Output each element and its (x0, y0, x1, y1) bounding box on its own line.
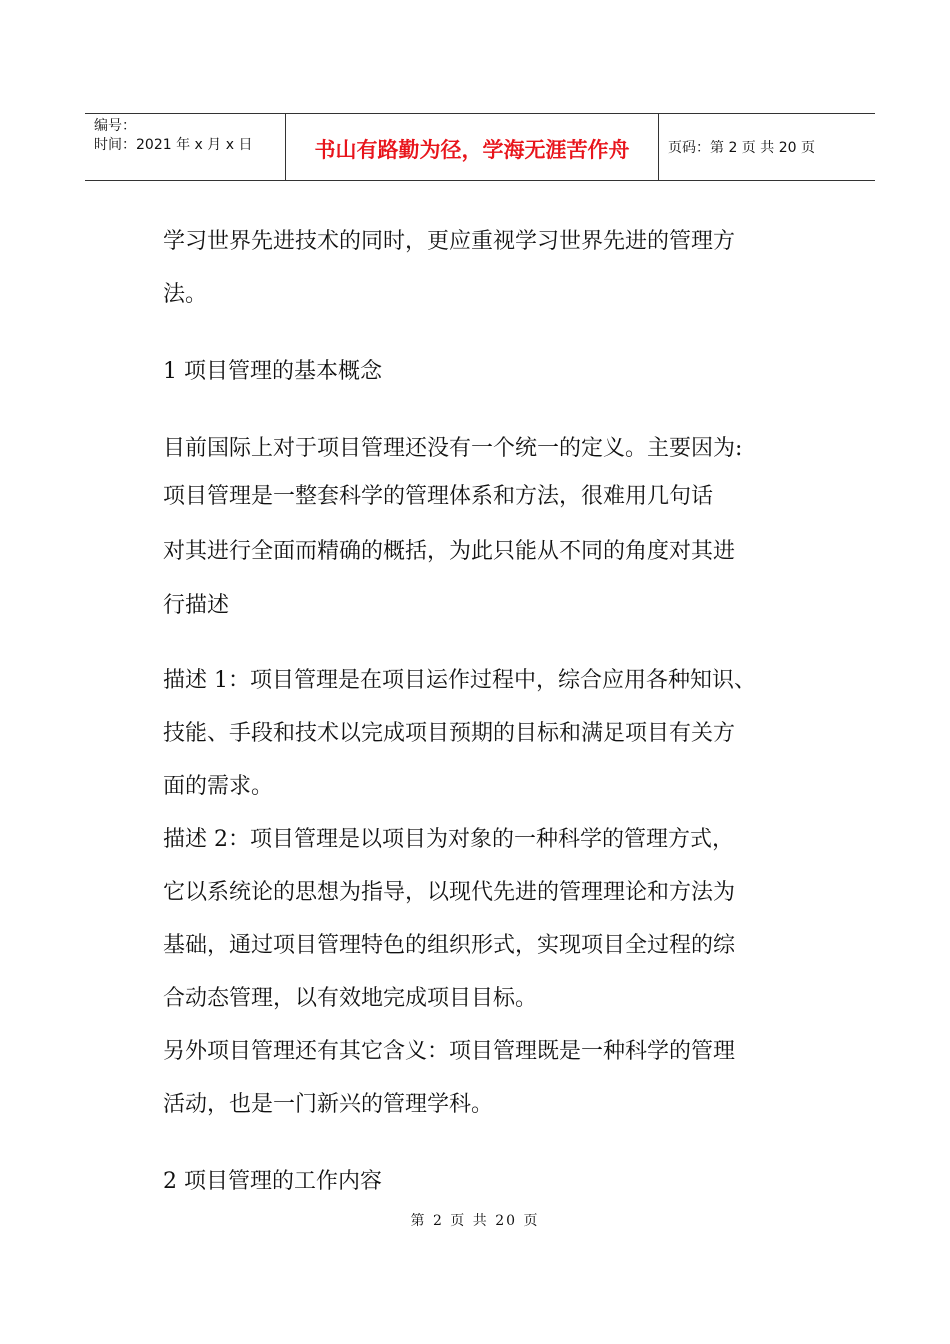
header-motto: 书山有路勤为径，学海无涯苦作舟 (286, 114, 659, 180)
paragraph-line: 描述 2：项目管理是以项目为对象的一种科学的管理方式， (163, 827, 734, 852)
paragraph-line: 基础，通过项目管理特色的组织形式，实现项目全过程的综 (163, 933, 736, 958)
page-header (85, 113, 875, 181)
paragraph-line: 法。 (163, 282, 208, 307)
paragraph-line: 技能、手段和技术以完成项目预期的目标和满足项目有关方 (163, 721, 736, 746)
paragraph-line: 它以系统论的思想为指导，以现代先进的管理理论和方法为 (163, 880, 736, 905)
header-meta (85, 114, 286, 180)
paragraph-line: 活动，也是一门新兴的管理学科。 (163, 1092, 494, 1117)
document-body (163, 220, 803, 1213)
section-heading: 2 项目管理的工作内容 (163, 1169, 382, 1194)
page-footer: 第 2 页 共 20 页 (410, 1213, 540, 1229)
section-heading: 1 项目管理的基本概念 (163, 359, 382, 384)
paragraph-line: 另外项目管理还有其它含义：项目管理既是一种科学的管理 (163, 1039, 736, 1064)
paragraph-line: 目前国际上对于项目管理还没有一个统一的定义。主要因为: (163, 436, 743, 461)
paragraph-line: 合动态管理，以有效地完成项目目标。 (163, 986, 538, 1011)
paragraph-line: 面的需求。 (163, 774, 274, 799)
paragraph-line: 行描述 (163, 593, 230, 618)
header-page-number: 页码：第 2 页 共 20 页 (668, 140, 815, 156)
paragraph-line: 学习世界先进技术的同时，更应重视学习世界先进的管理方 (163, 229, 736, 254)
paragraph-line: 对其进行全面而精确的概括，为此只能从不同的角度对其进 (163, 539, 736, 564)
paragraph-line: 项目管理是一整套科学的管理体系和方法，很难用几句话 (163, 484, 714, 509)
paragraph-line: 描述 1：项目管理是在项目运作过程中，综合应用各种知识、 (163, 668, 756, 693)
document-date-label: 时间：2021 年 x 月 x 日 (94, 137, 253, 153)
document-number-label: 编号： (94, 118, 136, 134)
